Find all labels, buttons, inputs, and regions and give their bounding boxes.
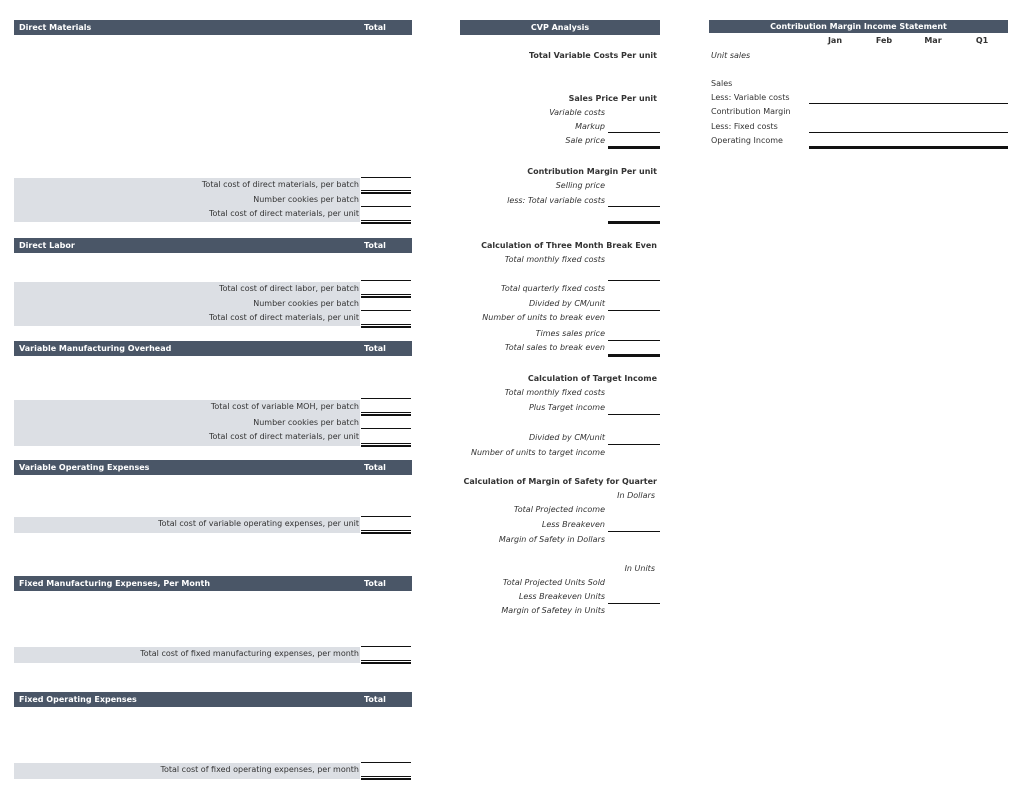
mos-dollars-label: Margin of Safety in Dollars <box>498 535 605 544</box>
less-tvc-cell[interactable] <box>608 206 660 207</box>
vmoh-cell-batch[interactable] <box>361 412 411 416</box>
section-title: CVP Analysis <box>530 23 590 32</box>
total-column-label: Total <box>364 579 386 588</box>
col-jan: Jan <box>827 36 843 45</box>
dl-cell-unit[interactable] <box>361 324 411 328</box>
ti-divided-by-cm-cell[interactable] <box>608 444 660 445</box>
in-dollars-label: In Dollars <box>617 491 655 500</box>
variable-costs-label: Variable costs <box>549 108 605 117</box>
foe-cost-per-month-label: Total cost of fixed operating expenses, per month <box>160 765 359 774</box>
dm-cost-per-batch-label: Total cost of direct materials, per batch <box>201 180 359 189</box>
divided-by-cm-label: Divided by CM/unit <box>529 299 605 308</box>
dl-cost-per-batch-label: Total cost of direct labor, per batch <box>219 284 359 293</box>
section-title: Direct Labor <box>19 241 75 250</box>
less-breakeven-label: Less Breakeven <box>541 520 605 529</box>
total-column-label: Total <box>364 23 386 32</box>
cm-per-unit-label: Contribution Margin Per unit <box>527 167 657 176</box>
operating-income-row-cells[interactable] <box>809 146 1008 149</box>
tvc-per-unit-label: Total Variable Costs Per unit <box>528 51 657 60</box>
voe-cost-per-unit-label: Total cost of variable operating expenses, per unit <box>158 519 359 528</box>
dl-cookies-per-batch-label: Number cookies per batch <box>253 299 359 308</box>
dm-cost-per-unit-label: Total cost of direct materials, per unit <box>208 209 359 218</box>
sales-price-per-unit-label: Sales Price Per unit <box>568 94 657 103</box>
plus-target-income-cell[interactable] <box>608 414 660 415</box>
vmoh-cell-unit[interactable] <box>361 443 411 447</box>
vmoh-cost-per-batch-label: Total cost of variable MOH, per batch <box>210 402 359 411</box>
projected-units-sold-label: Total Projected Units Sold <box>502 578 605 587</box>
dm-cell-batch[interactable] <box>361 190 411 194</box>
monthly-fixed-costs-label: Total monthly fixed costs <box>504 255 605 264</box>
col-feb: Feb <box>875 36 893 45</box>
vmoh-cookies-per-batch-label: Number cookies per batch <box>253 418 359 427</box>
sale-price-cell[interactable] <box>608 146 660 149</box>
monthly-fixed-costs-cell[interactable] <box>608 280 660 281</box>
operating-income-label: Operating Income <box>711 136 783 145</box>
fme-cost-per-month-label: Total cost of fixed manufacturing expenses, per month <box>140 649 359 658</box>
fme-cell-top[interactable] <box>361 646 411 647</box>
units-target-income-label: Number of units to target income <box>470 448 605 457</box>
cm-per-unit-cell[interactable] <box>608 221 660 224</box>
ti-divided-by-cm-label: Divided by CM/unit <box>529 433 605 442</box>
vmoh-cost-per-unit-label: Total cost of direct materials, per unit <box>208 432 359 441</box>
total-column-label: Total <box>364 344 386 353</box>
total-column-label: Total <box>364 695 386 704</box>
dm-cookies-per-batch-label: Number cookies per batch <box>253 195 359 204</box>
foe-cell-top[interactable] <box>361 762 411 763</box>
voe-header <box>14 460 412 475</box>
section-title: Fixed Manufacturing Expenses, Per Month <box>19 579 211 588</box>
vmoh-header <box>14 341 412 356</box>
less-variable-costs-label: Less: Variable costs <box>711 93 790 102</box>
variable-costs-row-cells[interactable] <box>809 103 1008 104</box>
unit-sales-label: Unit sales <box>711 51 751 60</box>
less-breakeven-units-label: Less Breakeven Units <box>518 592 605 601</box>
col-mar: Mar <box>924 36 942 45</box>
foe-cell-month[interactable] <box>361 776 411 780</box>
times-sales-price-label: Times sales price <box>535 329 605 338</box>
section-title: Direct Materials <box>19 23 92 32</box>
less-tvc-label: less: Total variable costs <box>507 196 605 205</box>
markup-cell[interactable] <box>608 132 660 133</box>
divided-by-cm-cell[interactable] <box>608 310 660 311</box>
vmoh-cell-top[interactable] <box>361 398 411 399</box>
direct-materials-header <box>14 20 412 35</box>
fme-header <box>14 576 412 591</box>
fixed-costs-row-cells[interactable] <box>809 132 1008 133</box>
markup-label: Markup <box>575 122 605 131</box>
sales-label: Sales <box>711 79 733 88</box>
margin-of-safety-title: Calculation of Margin of Safety for Quarter <box>463 477 657 486</box>
dl-cell-batch[interactable] <box>361 294 411 298</box>
contribution-margin-label: Contribution Margin <box>711 107 791 116</box>
target-income-title: Calculation of Target Income <box>527 374 657 383</box>
sales-break-even-label: Total sales to break even <box>504 343 605 352</box>
section-title: Variable Manufacturing Overhead <box>19 344 172 353</box>
less-breakeven-cell[interactable] <box>608 531 660 532</box>
units-break-even-label: Number of units to break even <box>482 313 605 322</box>
cmis-header <box>709 20 1008 33</box>
less-fixed-costs-label: Less: Fixed costs <box>711 122 778 131</box>
dl-cell-cookies[interactable] <box>361 310 411 311</box>
dm-cell-top[interactable] <box>361 177 411 178</box>
dl-cell-top[interactable] <box>361 280 411 281</box>
vmoh-cell-cookies[interactable] <box>361 428 411 429</box>
voe-cell-top[interactable] <box>361 516 411 517</box>
section-title: Variable Operating Expenses <box>19 463 150 472</box>
quarterly-fixed-costs-label: Total quarterly fixed costs <box>501 284 605 293</box>
voe-cell-unit[interactable] <box>361 530 411 534</box>
times-sales-price-cell[interactable] <box>608 340 660 341</box>
in-units-label: In Units <box>624 564 655 573</box>
cvp-header <box>460 20 660 35</box>
break-even-title: Calculation of Three Month Break Even <box>481 241 657 250</box>
section-title: Fixed Operating Expenses <box>19 695 137 704</box>
dm-cell-cookies[interactable] <box>361 206 411 207</box>
dm-cell-unit[interactable] <box>361 220 411 224</box>
col-q1: Q1 <box>975 36 989 45</box>
total-projected-income-label: Total Projected income <box>513 505 605 514</box>
direct-labor-header <box>14 238 412 253</box>
mos-units-label: Margin of Safetey in Units <box>501 606 605 615</box>
ti-monthly-fixed-costs-label: Total monthly fixed costs <box>504 388 605 397</box>
total-column-label: Total <box>364 241 386 250</box>
less-breakeven-units-cell[interactable] <box>608 603 660 604</box>
selling-price-label: Selling price <box>555 181 605 190</box>
total-column-label: Total <box>364 463 386 472</box>
foe-header <box>14 692 412 707</box>
plus-target-income-label: Plus Target income <box>528 403 605 412</box>
dl-cost-per-unit-label: Total cost of direct materials, per unit <box>208 313 359 322</box>
sales-break-even-cell[interactable] <box>608 354 660 357</box>
section-title: Contribution Margin Income Statement <box>770 22 947 31</box>
fme-cell-month[interactable] <box>361 660 411 664</box>
sale-price-label: Sale price <box>565 136 605 145</box>
